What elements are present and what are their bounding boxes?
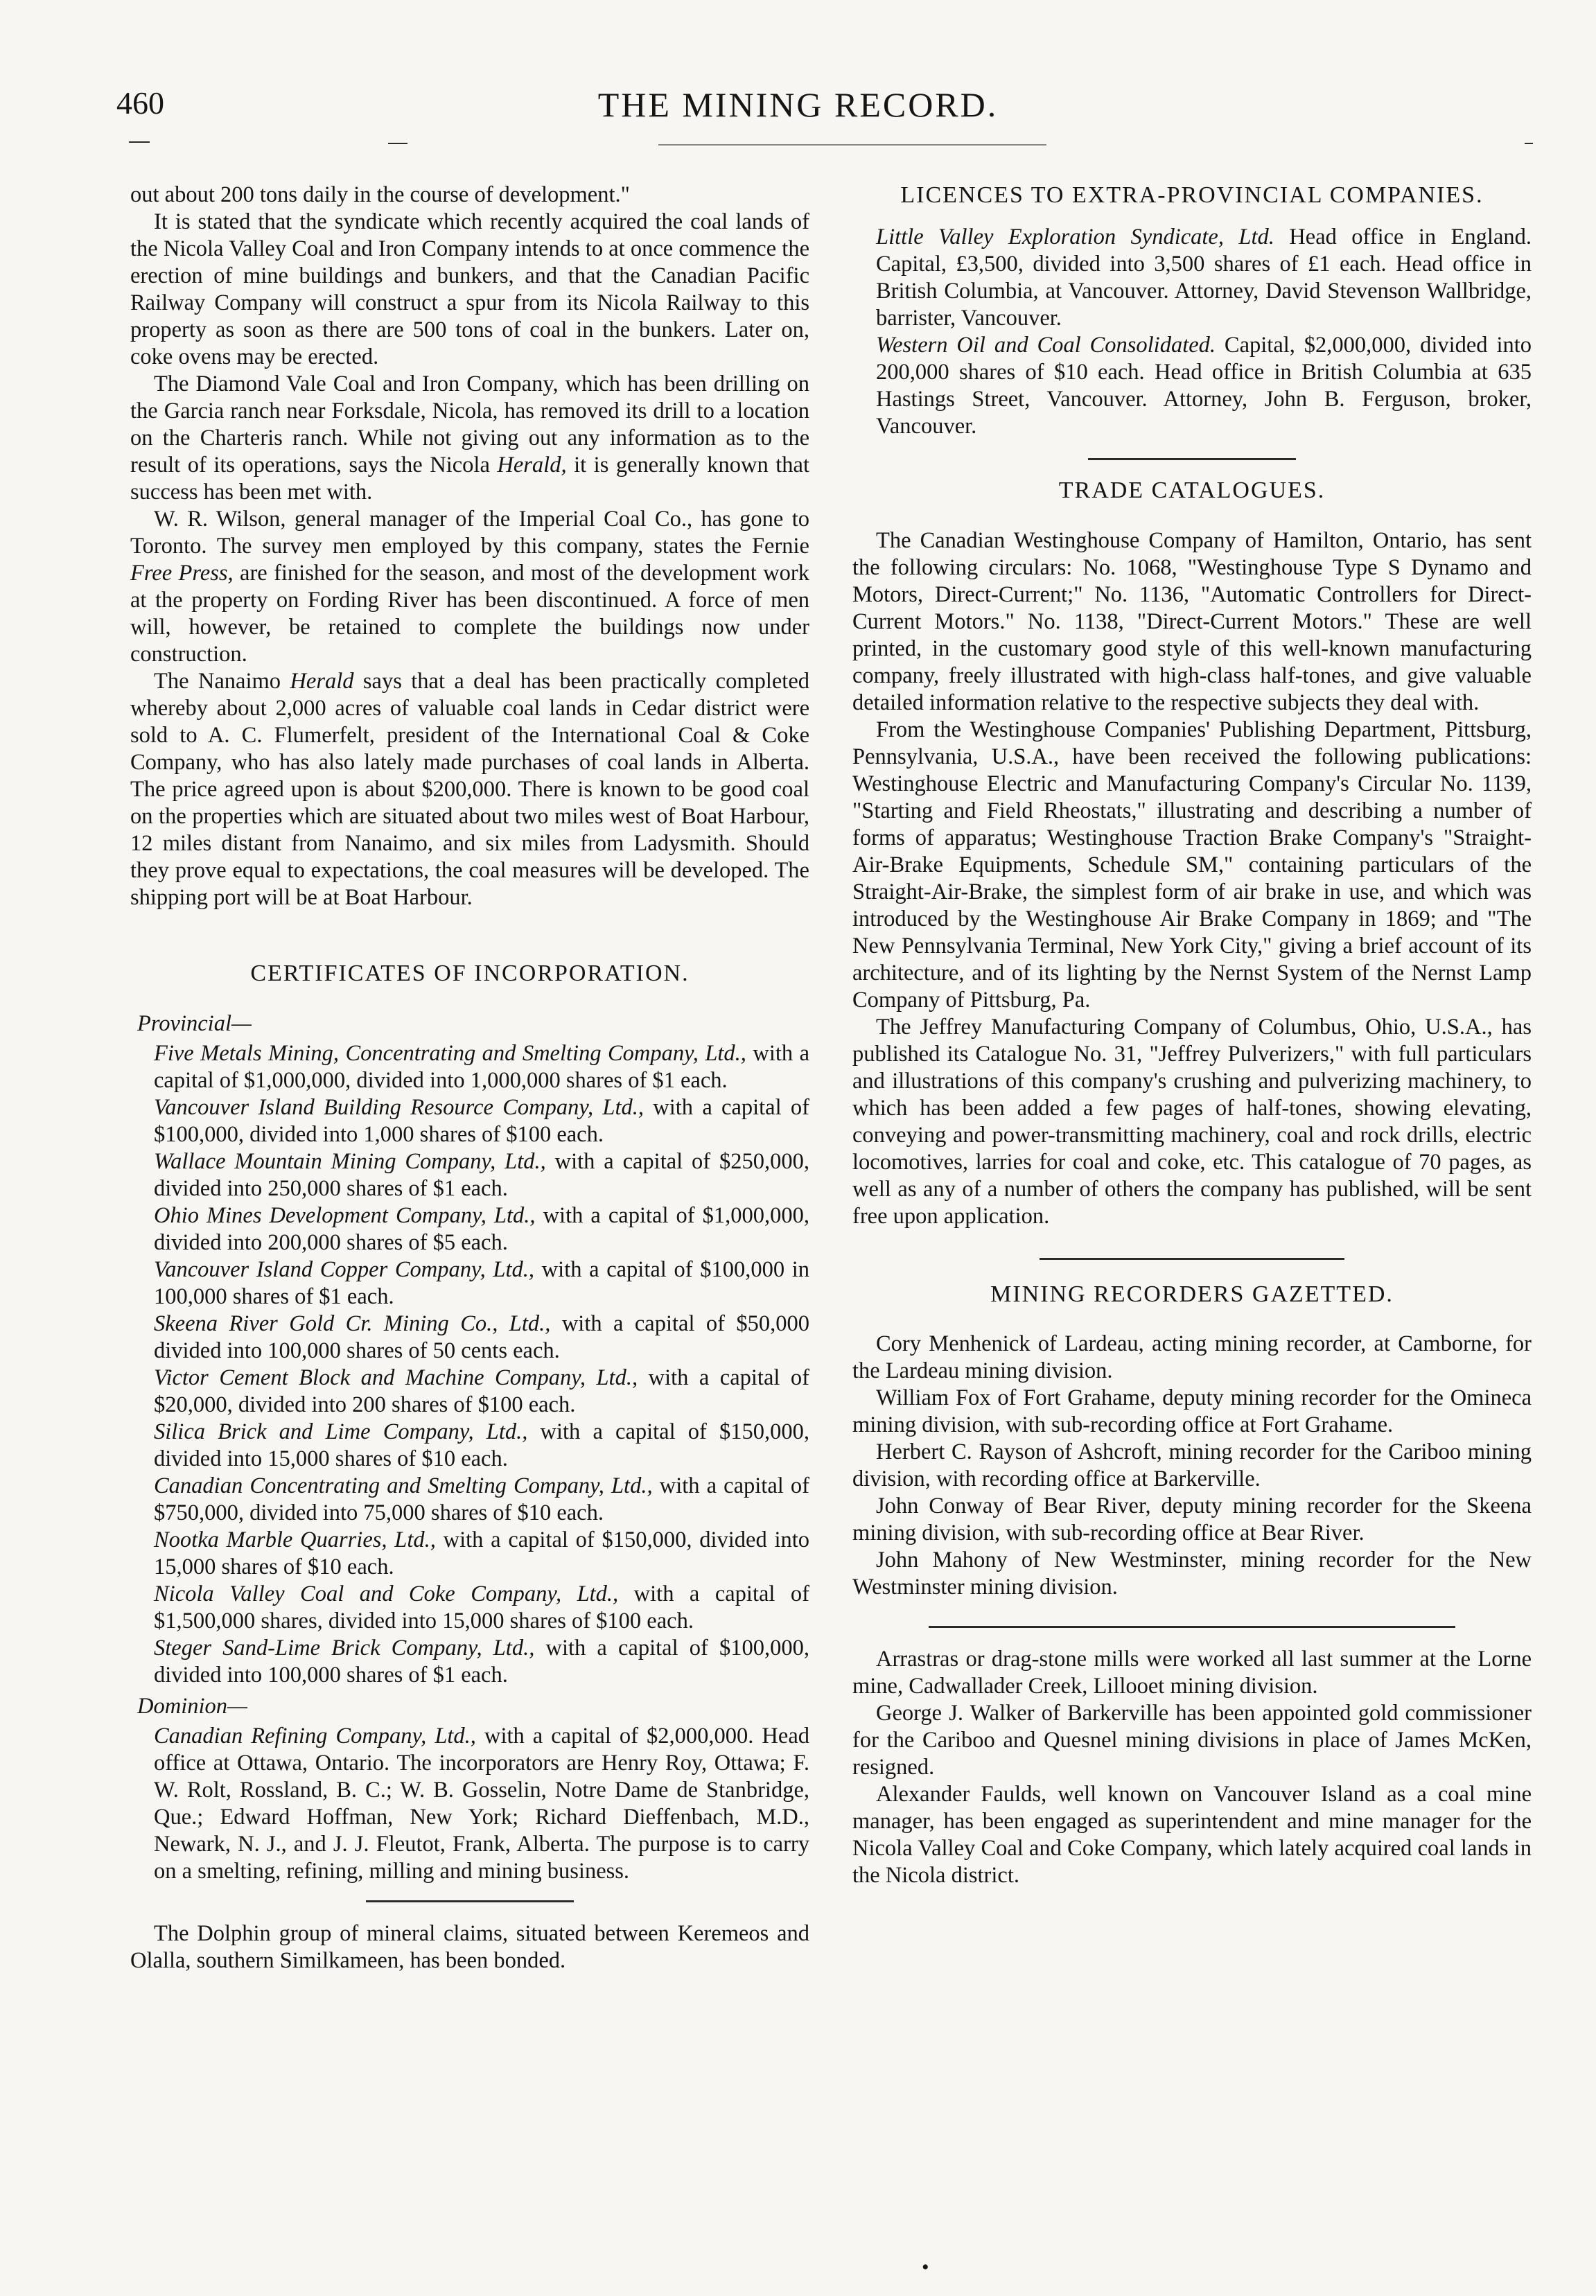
- header-rule-center: [658, 144, 1046, 146]
- misc-list: [852, 1646, 1532, 1889]
- entry-text: with a capital of $1,000,000, divided into 1,000,000 shares of $1 each.: [154, 1040, 810, 1093]
- section-separator: [1040, 1258, 1344, 1260]
- provincial-list: [130, 1040, 809, 1689]
- paragraph-text: it is generally known that success has been met with.: [130, 453, 810, 505]
- incorporation-entry: [154, 1723, 809, 1885]
- paragraph-text: The Nanaimo: [154, 669, 281, 694]
- page-header: [0, 0, 1596, 139]
- incorporation-entry: [154, 1473, 809, 1527]
- print-mark: •: [922, 2256, 929, 2279]
- entry-text: with a capital of $750,000, divided into 75,000 shares of $10 each.: [154, 1473, 809, 1525]
- company-name: Canadian Concentrating and Smelting Company, Ltd.,: [154, 1473, 653, 1498]
- paragraph-text: W. R. Wilson, general manager of the Imperial Coal Co., has gone to Toronto. The survey men employed by this company, states the Fernie: [130, 507, 809, 559]
- header-rule-short: [388, 143, 407, 144]
- article-paragraph: out about 200 tons daily in the course of development.": [130, 182, 630, 207]
- article-paragraph: [130, 371, 809, 506]
- company-name: Little Valley Exploration Syndicate, Ltd.: [876, 224, 1274, 249]
- incorporation-entry: [876, 224, 1532, 332]
- newspaper-name: Free Press,: [130, 561, 234, 586]
- article-paragraph: [130, 506, 809, 668]
- page-number: 460: [116, 85, 164, 121]
- article-paragraph: [130, 668, 809, 911]
- entry-text: with a capital of $1,000,000, divided into 200,000 shares of $5 each.: [154, 1202, 809, 1255]
- header-rule-left: [129, 141, 150, 143]
- incorporation-entry: [154, 1365, 809, 1419]
- incorporation-entry: [154, 1581, 809, 1635]
- licence-list: [852, 224, 1532, 440]
- company-name: Silica Brick and Lime Company, Ltd.,: [154, 1419, 528, 1444]
- recorder-notice: John Conway of Bear River, deputy mining recorder for the Skeena mining division, with sub-recording office at Bear River.: [852, 1493, 1532, 1546]
- section-separator: [929, 1626, 1455, 1628]
- newspaper-name: Herald: [290, 669, 354, 694]
- incorporation-entry: [876, 332, 1532, 440]
- company-name: Victor Cement Block and Machine Company, Ltd.,: [154, 1365, 638, 1390]
- recorder-notice: Herbert C. Rayson of Ashcroft, mining recorder for the Cariboo mining division, with recording office at Barkerville.: [852, 1439, 1532, 1492]
- incorporation-entry: [154, 1148, 809, 1202]
- paragraph-text: The Diamond Vale Coal and Iron Company, which has been drilling on the Garcia ranch near Forksdale, Nicola, has removed its drill to a location on the Charteris ranch. While not giving out any information as to the result of its operations, says the Nicola: [130, 371, 809, 477]
- newspaper-name: Herald,: [497, 453, 567, 477]
- company-name: Steger Sand-Lime Brick Company, Ltd.,: [154, 1635, 535, 1660]
- section-separator: [1088, 458, 1296, 460]
- incorporation-entry: [154, 1311, 809, 1365]
- left-column: [130, 182, 809, 1974]
- company-name: Nootka Marble Quarries, Ltd.,: [154, 1527, 436, 1552]
- publication-title: THE MINING RECORD.: [597, 85, 999, 124]
- section-separator: [366, 1900, 574, 1902]
- header-rule-right: [1525, 143, 1533, 144]
- entry-text: with a capital of $100,000, divided into 1,000 shares of $100 each.: [154, 1094, 809, 1147]
- entry-text: with a capital of $2,000,000. Head office at Ottawa, Ontario. The incorporators are Henry Roy, Ottawa; F. W. Rolt, Rossland, B. C.; W. B. Gosselin, Notre Dame de Stanbridge, Que.; Edward Hoffman, New York; Richard Dieffenbach, M.D., Newark, N. J., and J. J. Fleutot, Frank, Alberta. The purpose is to carry on a smelting, refining, milling and mining business.: [154, 1723, 809, 1884]
- entry-text: with a capital of $20,000, divided into 200 shares of $100 each.: [154, 1365, 809, 1417]
- company-name: Ohio Mines Development Company, Ltd.,: [154, 1202, 536, 1228]
- entry-text: Head office in England. Capital, £3,500, divided into 3,500 shares of £1 each. Head office in British Columbia, at Vancouver. Attorney, David Stevenson Wallbridge, barrister, Vancouver.: [876, 224, 1532, 331]
- section-heading-trade: TRADE CATALOGUES.: [1058, 477, 1326, 503]
- entry-text: with a capital of $250,000, divided into 250,000 shares of $1 each.: [154, 1148, 809, 1201]
- recorder-notice: John Mahony of New Westminster, mining recorder for the New Westminster mining division.: [852, 1548, 1532, 1600]
- company-name: Five Metals Mining, Concentrating and Smelting Company, Ltd.,: [154, 1040, 746, 1066]
- entry-text: with a capital of $100,000 in 100,000 shares of $1 each.: [154, 1256, 810, 1309]
- recorder-notice: Cory Menhenick of Lardeau, acting mining recorder, at Camborne, for the Lardeau mining division.: [852, 1331, 1532, 1384]
- subsection-label: Provincial—: [137, 1010, 252, 1036]
- company-name: Vancouver Island Copper Company, Ltd.,: [154, 1256, 535, 1282]
- entry-text: with a capital of $150,000, divided into 15,000 shares of $10 each.: [154, 1527, 810, 1579]
- section-heading-certificates: CERTIFICATES OF INCORPORATION.: [250, 961, 690, 986]
- incorporation-entry: [154, 1202, 809, 1256]
- article-paragraph: From the Westinghouse Companies' Publishing Department, Pittsburg, Pennsylvania, U.S.A., have been received the following publications: Westinghouse Electric and Manufacturing Company's Circular No. 1139, "Starting and Field Rheostats," illustrating and describing a number of forms of apparatus; Westinghouse Traction Brake Company's "Straight-Air-Brake Equipments, Schedule SM," containing particulars of the Straight-Air-Brake, the simplest form of air brake in use, and which was introduced by the Westinghouse Air Brake Company in 1869; and "The New Pennsylvania Terminal, New York City," giving a brief account of its architecture, and of its lighting by the Nernst System of the Nernst Lamp Company of Pittsburg, Pa.: [852, 717, 1532, 1013]
- incorporation-entry: [154, 1256, 809, 1311]
- right-column: [852, 182, 1532, 1889]
- entry-text: Capital, $2,000,000, divided into 200,000 shares of $10 each. Head office in British Columbia at 635 Hastings Street, Vancouver. Attorney, John B. Ferguson, broker, Vancouver.: [876, 332, 1532, 439]
- section-heading-recorders: MINING RECORDERS GAZETTED.: [990, 1281, 1394, 1307]
- entry-text: with a capital of $150,000, divided into 15,000 shares of $10 each.: [154, 1419, 809, 1471]
- incorporation-entry: [154, 1527, 809, 1581]
- article-paragraph: The Jeffrey Manufacturing Company of Columbus, Ohio, U.S.A., has published its Catalogue No. 31, "Jeffrey Pulverizers," with full particulars and illustrations of this company's crushing and pulverizing machinery, to which has been added a few pages of half-tones, showing elevating, conveying and power-transmitting machinery, coal and rock drills, electric locomotives, larries for coal and coke, etc. This catalogue of 70 pages, as well as any of a number of others the company has published, will be sent free upon application.: [852, 1014, 1532, 1229]
- company-name: Western Oil and Coal Consolidated.: [876, 332, 1216, 358]
- company-name: Nicola Valley Coal and Coke Company, Ltd.,: [154, 1581, 619, 1606]
- entry-text: with a capital of $50,000 divided into 100,000 shares of 50 cents each.: [154, 1311, 809, 1363]
- incorporation-entry: [154, 1635, 809, 1689]
- article-paragraph: It is stated that the syndicate which recently acquired the coal lands of the Nicola Valley Coal and Iron Company intends to at once commence the erection of mine buildings and bunkers, and that the Canadian Pacific Railway Company will construct a spur from its Nicola Railway to this property as soon as there are 500 tons of coal in the bunkers. Later on, coke ovens may be erected.: [130, 209, 809, 369]
- article-paragraph: The Canadian Westinghouse Company of Hamilton, Ontario, has sent the following circulars: No. 1068, "Westinghouse Type S Dynamo and Motors, Direct-Current;" No. 1136, "Automatic Controllers for Direct-Current Motors." No. 1138, "Direct-Current Motors." These are well printed, in the customary good style of this well-known manufacturing company, freely illustrated with high-class half-tones, and give valuable detailed information relative to the respective subjects they deal with.: [852, 527, 1532, 715]
- section-heading-licences: LICENCES TO EXTRA-PROVINCIAL COMPANIES.: [900, 182, 1484, 208]
- incorporation-entry: [154, 1040, 809, 1094]
- paragraph-text: says that a deal has been practically completed whereby about 2,000 acres of valuable coal lands in Cedar district were sold to A. C. Flumerfelt, president of the International Coal & Coke Company, who has also lately made purchases of coal lands in Alberta. The price agreed upon is about $200,000. There is known to be good coal on the properties which are situated about two miles west of Boat Harbour, 12 miles distant from Nanaimo, and six miles from Ladysmith. Should they prove equal to expectations, the coal measures will be developed. The shipping port will be at Boat Harbour.: [130, 669, 810, 910]
- company-name: Vancouver Island Building Resource Company, Ltd.,: [154, 1094, 644, 1120]
- news-item: Arrastras or drag-stone mills were worked all last summer at the Lorne mine, Cadwallader Creek, Lillooet mining division.: [852, 1647, 1532, 1699]
- recorders-list: [852, 1331, 1532, 1601]
- company-name: Wallace Mountain Mining Company, Ltd.,: [154, 1148, 546, 1174]
- company-name: Skeena River Gold Cr. Mining Co., Ltd.,: [154, 1311, 551, 1336]
- article-paragraph: The Dolphin group of mineral claims, situated between Keremeos and Olalla, southern Similkameen, has been bonded.: [130, 1920, 809, 1973]
- news-item: George J. Walker of Barkerville has been appointed gold commissioner for the Cariboo and Quesnel mining divisions in place of James McKen, resigned.: [852, 1701, 1532, 1780]
- company-name: Canadian Refining Company, Ltd.,: [154, 1723, 476, 1749]
- subsection-label: Dominion—: [137, 1693, 247, 1719]
- entry-text: with a capital of $100,000, divided into 100,000 shares of $1 each.: [154, 1635, 809, 1688]
- dominion-entry: [130, 1723, 809, 1885]
- incorporation-entry: [154, 1094, 809, 1148]
- recorder-notice: William Fox of Fort Grahame, deputy mining recorder for the Omineca mining division, with sub-recording office at Fort Grahame.: [852, 1385, 1532, 1438]
- news-item: Alexander Faulds, well known on Vancouver Island as a coal mine manager, has been engaged as superintendent and mine manager for the Nicola Valley Coal and Coke Company, which lately acquired coal lands in the Nicola district.: [852, 1782, 1532, 1888]
- paragraph-text: are finished for the season, and most of the development work at the property on Fording River has been discontinued. A force of men will, however, be retained to complete the buildings now under construction.: [130, 561, 809, 667]
- incorporation-entry: [154, 1419, 809, 1473]
- entry-text: with a capital of $1,500,000 shares, divided into 15,000 shares of $100 each.: [154, 1581, 809, 1633]
